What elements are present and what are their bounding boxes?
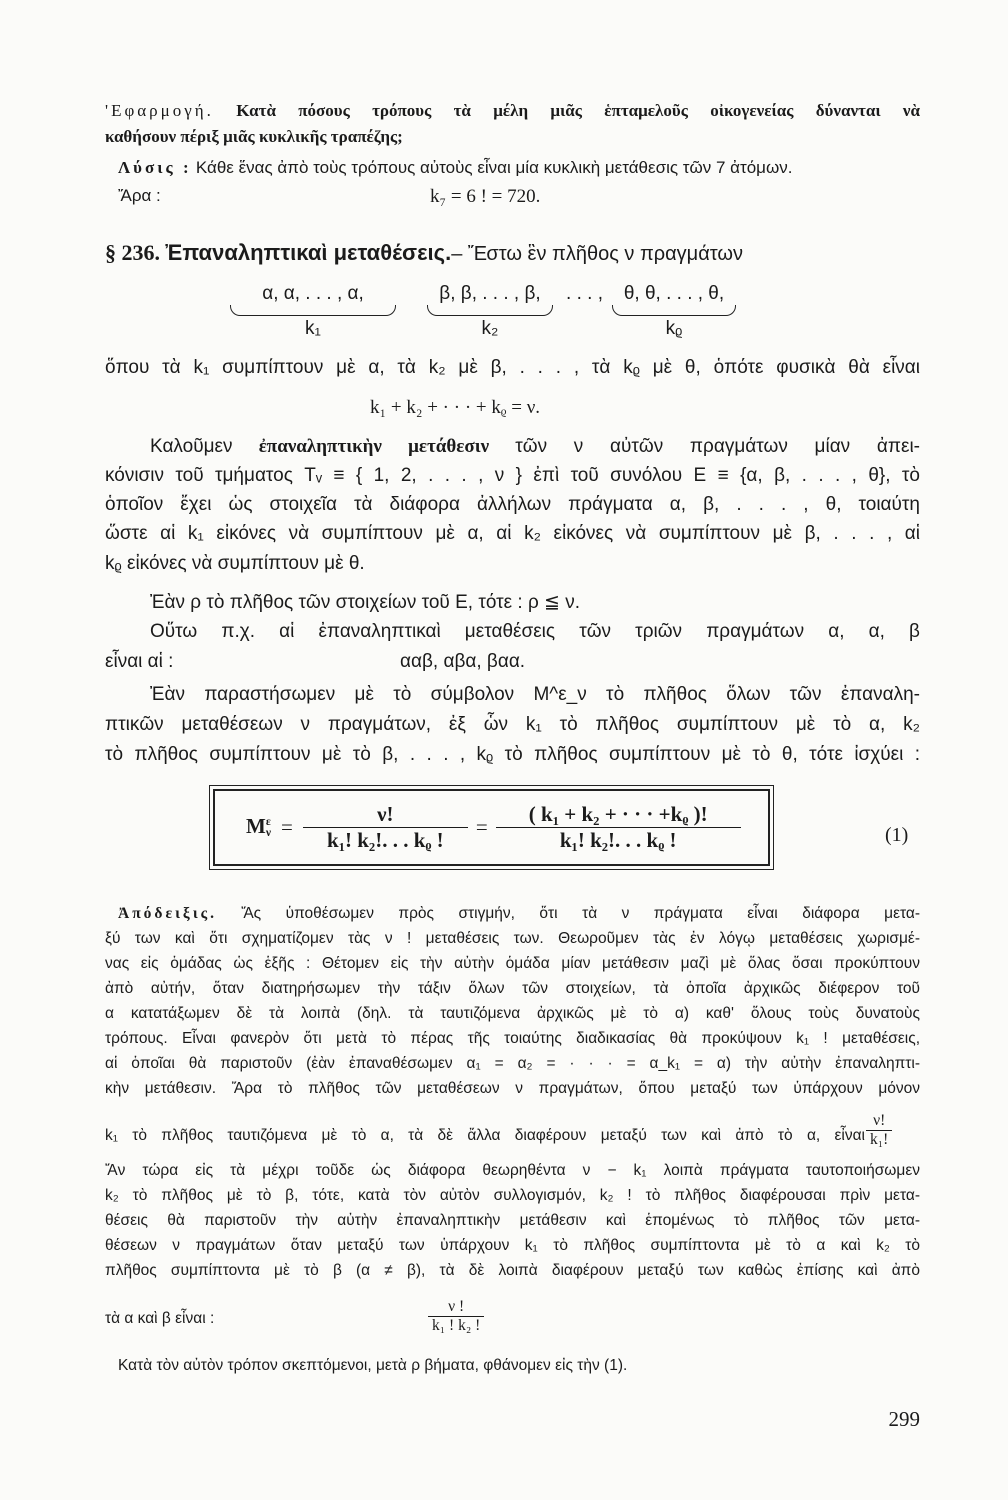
proof-fraction-1-den: k₁! [866,1130,892,1149]
definition-term: ἐπαναληπτικὴν μετάθεσιν [258,436,490,457]
proof-line15: τὰ α καὶ β εἶναι : [105,1310,215,1327]
formula-number: (1) [885,824,909,846]
therefore-label: Ἄρα : [118,186,161,205]
group-theta-label: kᵨ [665,318,683,339]
application-result: k₇ = 6 ! = 720. [430,186,541,207]
section-heading [105,240,920,266]
definition-line1 [150,436,920,458]
section-intro: – Ἔστω ἓν πλῆθος ν πραγμάτων [451,243,744,265]
application-label: 'Εφαρμογή. [105,101,214,120]
proof-line1-text: Ἄς ὑποθέσωμεν πρὸς στιγμήν, ὅτι τὰ ν πράγματα εἶναι διάφορα μετα- [241,905,921,922]
definition-line2: κόνισιν τοῦ τμήματος Tᵥ ≡ { 1, 2, . . . , ν } ἐπὶ τοῦ συνόλου E ≡ {α, β, . . . , θ}, τὸ [105,465,921,486]
symbol-line2: πτικῶν μεταθέσεων ν πραγμάτων, ἐξ ὧν k₁ τὸ πλῆθος συμπίπτουν μὲ τὸ α, k₂ [105,714,920,735]
definition-lead: Καλοῦμεν [150,436,233,457]
proof-fraction-1-num: ν! [873,1112,886,1129]
formula-den1: k₁! k₂!. . . kᵨ ! [303,827,468,852]
group-theta [610,283,738,340]
solution-line [118,158,920,178]
proof-line13: θέσεων ν πραγμάτων ὅταν μεταξύ των ὑπάρχουν k₁ τὸ πλῆθος συμπίπτοντα μὲ τὸ α καὶ k₂ τὸ [105,1237,920,1254]
group-beta-label: k₂ [481,318,499,339]
definition-line4: ὥστε αἱ k₁ εἰκόνες νὰ συμπίπτουν μὲ α, αἱ k₂ εἰκόνες νὰ συμπίπτουν μὲ β, . . . , αἱ [105,523,920,544]
proof-line5: α κατατάξωμεν δὲ τὰ λοιπὰ (δηλ. τὰ ταυτιζόμενα ἀρχικῶς μὲ τὸ α) καθ' ὅλους τοὺς δυνατοὺς [105,1005,920,1022]
application-question: Κατὰ πόσους τρόπους τὰ μέλη μιᾶς ἑπταμελοῦς οἰκογενείας δύνανται νὰ [236,101,921,120]
definition-line3: ὁποῖον ἔχει ὡς στοιχεῖα τὰ διάφορα ἀλλήλων πράγματα α, β, . . . , θ, τοιαύτη [105,494,920,515]
section-title: Ἐπαναληπτικαὶ μεταθέσεις. [165,240,452,265]
proof-fraction-1 [866,1112,892,1149]
proof-line14: πλῆθος συμπίπτοντα μὲ τὸ β (α ≠ β), τὰ δὲ λοιπὰ διαφέρουν μεταξύ των καθὼς ἐπίσης καὶ ἀπὸ [105,1262,920,1279]
proof-line1 [118,905,920,923]
group-alpha-label: k₁ [305,318,321,339]
formula-num2: ( k₁ + k₂ + · · · +kᵨ )! [528,802,708,827]
group-alpha-brace [230,305,396,316]
proof-line3: νας εἰς ὁμάδας ὡς ἑξῆς : Θέτομεν εἰς τὴν αὐτὴν ὁμάδα μίαν μετάθεσιν μαζὶ μὲ ὅλας ὅσαι προκύπτουν [105,955,920,972]
definition-line5: kᵨ εἰκόνες νὰ συμπίπτουν μὲ θ. [105,553,365,574]
proof-fraction-2 [428,1298,484,1335]
formula-den2: k₁! k₂!. . . kᵨ ! [496,827,741,852]
proof-line16: Κατὰ τὸν αὐτὸν τρόπον σκεπτόμενοι, μετὰ ρ βήματα, φθάνομεν εἰς τὴν (1). [118,1357,628,1374]
group-ellipsis-items: . . . , [566,283,603,304]
application-question-line1 [105,101,920,121]
proof-line11: k₂ τὸ πλῆθος μὲ τὸ β, τότε, κατὰ τὸν αὐτὸν συλλογισμόν, k₂ ! τὸ πλῆθος διαφέρουσαι πρὶν μετα- [105,1187,920,1204]
proof-label: Ἀπόδειξις. [118,905,218,922]
group-theta-brace [612,305,736,316]
proof-fraction-2-den: k₁ ! k₂ ! [428,1316,484,1335]
example-line1: Οὕτω π.χ. αἱ ἐπαναληπτικαὶ μεταθέσεις τῶν τριῶν πραγμάτων α, α, β [150,621,920,642]
formula-lhs: M ε ν [246,814,271,840]
formula-lhs-sub: ν [265,827,271,840]
proof-line9: k₁ τὸ πλῆθος ταυτιζόμενα μὲ τὸ α, τὰ δὲ ἄλλα διαφέρουν μεταξύ των καὶ ἀπὸ τὸ α, εἶναι [105,1127,865,1144]
symbol-line3: τὸ πλῆθος συμπίπτουν μὲ τὸ β, . . . , kᵨ τὸ πλῆθος συμπίπτουν μὲ τὸ θ, τότε ἰσχύει : [105,744,920,765]
solution-label: Λύσις : [118,158,192,177]
group-beta-items: β, β, . . . , β, [439,283,541,304]
proof-line8: κὴν μετάθεσιν. Ἄρα τὸ πλῆθος τῶν μεταθέσεων ν πραγμάτων, ὅπου μεταξύ των ὑπάρχουν μόνον [105,1080,920,1097]
proof-fraction-2-num: ν ! [448,1298,465,1315]
definition-rest: τῶν ν αὐτῶν πραγμάτων μίαν ἀπει- [515,436,920,457]
example-line2-lead: εἶναι αἱ : [105,651,174,672]
proof-line7: αἱ ὁποῖαι θὰ παριστοῦν (ἐὰν ἐπαναθέσωμεν α₁ = α₂ = · · · = α_k₁ = α) τὴν αὐτὴν ἐπαναληπτι- [105,1055,920,1072]
group-beta [425,283,555,340]
solution-text: Κάθε ἕνας ἀπὸ τοὺς τρόπους αὐτοὺς εἶναι μία κυκλικὴ μετάθεσις τῶν 7 ἀτόμων. [195,158,793,177]
where-line: ὅπου τὰ k₁ συμπίπτουν μὲ α, τὰ k₂ μὲ β, . . . , τὰ kᵨ μὲ θ, ὁπότε φυσικὰ θὰ εἶναι [105,357,920,378]
group-theta-items: θ, θ, . . . , θ, [623,283,725,304]
proof-line10: Ἄν τώρα εἰς τὰ μέχρι τοῦδε ὡς διάφορα θεωρηθέντα ν − k₁ λοιπὰ πράγματα ταυτοποιήσωμεν [105,1162,920,1179]
proof-line2: ξύ των καὶ ὅτι σχηματίζομεν τὰς ν ! μεταθέσεις των. Θεωροῦμεν τὰς ἐν λόγῳ μεταθέσεις χωρισμέ- [105,930,920,947]
formula-1: M ε ν = $\frac{\nu!}{\text{k₁! k₂!. . . kᵨ !}}$ = $\frac{\text{( k₁ + k₂ + · · · +kᵨ )!}}{\text{k₁! k₂!. . . kᵨ !}}$ [246,796,741,858]
group-ellipsis [552,283,617,305]
example-permutations: ααβ, αβα, βαα. [400,651,526,672]
sum-equation: k₁ + k₂ + · · · + kᵨ = ν. [370,397,541,418]
group-beta-brace [427,305,553,316]
section-number: § 236. [105,240,160,265]
formula-lhs-sup: ε [265,815,271,828]
application-question-line2: καθήσουν πέριξ μιᾶς κυκλικῆς τραπέζης; [105,127,403,146]
page-number: 299 [888,1407,920,1431]
group-alpha-items: α, α, . . . , α, [262,283,364,304]
proof-line6: τρόπους. Εἶναι φανερὸν ὅτι μετὰ τὸ πέρας τῆς τοιαύτης διαδικασίας θὰ προκύψουν k₁ ! μεταθέσεις, [105,1030,920,1047]
group-alpha [228,283,398,340]
formula-fraction-2 [496,802,741,851]
formula-num1: ν! [377,802,394,827]
rho-line: Ἐὰν ρ τὸ πλῆθος τῶν στοιχείων τοῦ Ε, τότε : ρ ≦ ν. [150,592,581,613]
formula-fraction-1 [303,802,468,851]
proof-line12: θέσεις θὰ παριστοῦν τὴν αὐτὴν ἐπαναληπτικὴν μετάθεσιν καὶ ἑπομένως τὸ πλῆθος τῶν μετα- [105,1212,920,1229]
proof-line4: ἀπὸ αὐτήν, ὅταν διατηρήσωμεν τὴν τάξιν ὅλων τῶν στοιχείων, τὰ ὁποῖα ἀρχικῶς διέφερον τοῦ [105,980,920,997]
symbol-line1: Ἐὰν παραστήσωμεν μὲ τὸ σύμβολον M^ε_ν τὸ πλῆθος ὅλων τῶν ἐπαναλη- [150,684,920,705]
